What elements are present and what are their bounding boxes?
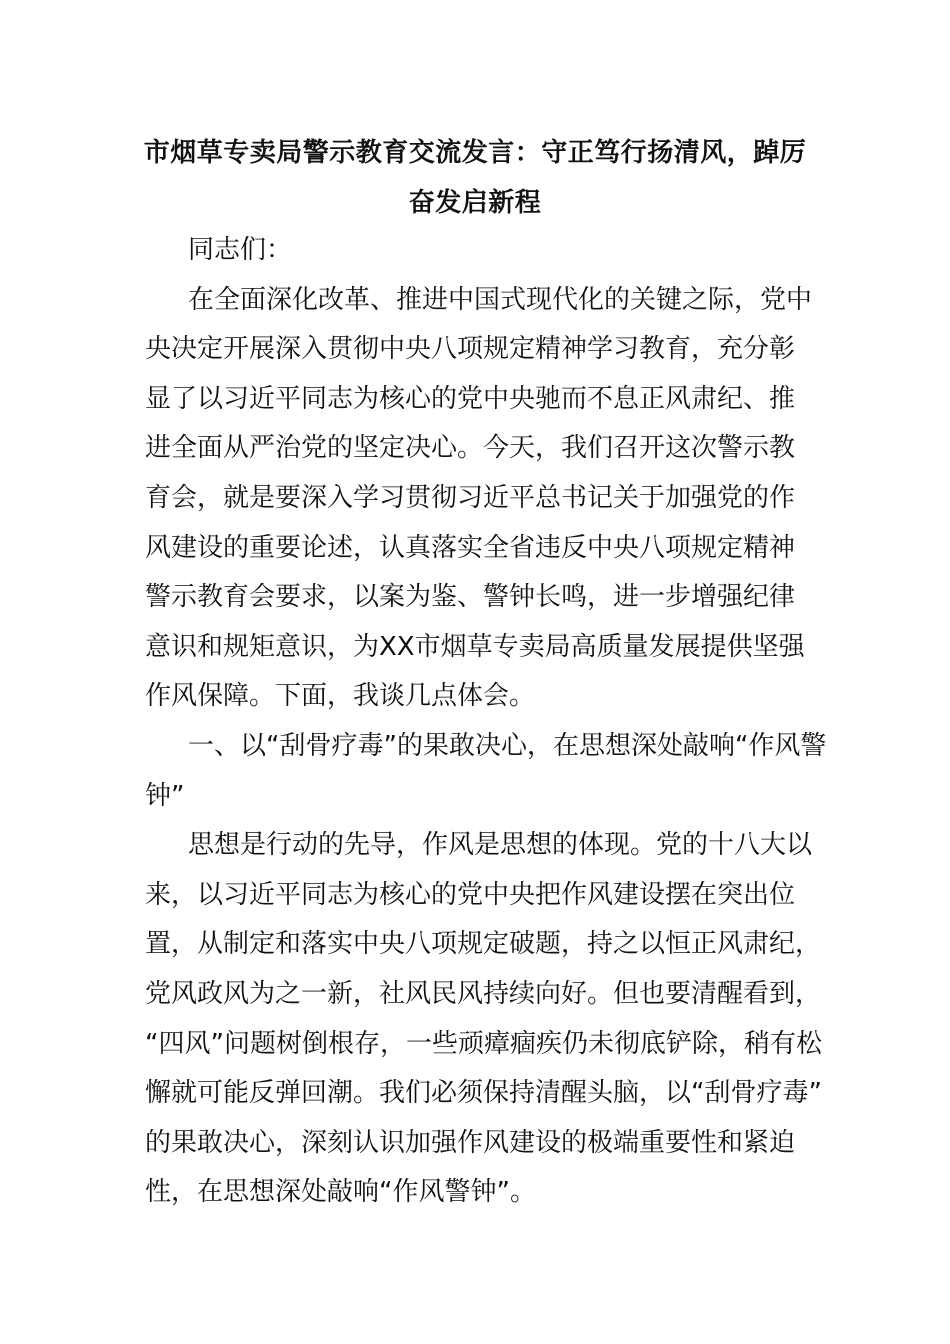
- paragraph-2-line: 来，以习近平同志为核心的党中央把作风建设摆在突出位: [145, 879, 796, 910]
- section-heading-line: 一、以“刮骨疗毒”的果敢决心，在思想深处敲响“作风警: [188, 730, 827, 761]
- paragraph-1-line: 作风保障。下面，我谈几点体会。: [145, 681, 536, 712]
- section-heading-line: 钟”: [145, 780, 185, 811]
- document-body: [145, 226, 827, 1218]
- document-title: [140, 128, 810, 228]
- title-line-1: 市烟草专卖局警示教育交流发言：守正笃行扬清风，踔厉: [143, 138, 807, 168]
- paragraph-1-line: 育会，就是要深入学习贯彻习近平总书记关于加强党的作: [145, 482, 796, 513]
- paragraph-1-line: 意识和规矩意识，为XX市烟草专卖局高质量发展提供坚强: [145, 631, 805, 662]
- paragraph-1-line: 警示教育会要求，以案为鉴、警钟长鸣，进一步增强纪律: [145, 582, 796, 613]
- title-line-2: 奋发启新程: [408, 188, 542, 218]
- paragraph-2-line: 置，从制定和落实中央八项规定破题，持之以恒正风肃纪，: [145, 929, 822, 960]
- paragraph-2-line: 性，在思想深处敲响“作风警钟”。: [145, 1177, 536, 1208]
- paragraph-1-line: 在全面深化改革、推进中国式现代化的关键之际，党中: [188, 284, 813, 315]
- salutation: 同志们：: [188, 235, 293, 265]
- paragraph-2-line: 的果敢决心，深刻认识加强作风建设的极端重要性和紧迫: [145, 1127, 796, 1158]
- paragraph-1-line: 央决定开展深入贯彻中央八项规定精神学习教育，充分彰: [145, 334, 796, 365]
- paragraph-2-line: “四风”问题树倒根存，一些顽瘴痼疾仍未彻底铲除，稍有松: [145, 1028, 822, 1059]
- paragraph-1-line: 进全面从严治党的坚定决心。今天，我们召开这次警示教: [145, 433, 796, 464]
- paragraph-2-line: 思想是行动的先导，作风是思想的体现。党的十八大以: [188, 830, 813, 861]
- paragraph-2-line: 党风政风为之一新，社风民风持续向好。但也要清醒看到，: [145, 978, 822, 1009]
- paragraph-2-line: 懈就可能反弹回潮。我们必须保持清醒头脑，以“刮骨疗毒”: [145, 1078, 822, 1109]
- paragraph-1-line: 显了以习近平同志为核心的党中央驰而不息正风肃纪、推: [145, 383, 796, 414]
- paragraph-1-line: 风建设的重要论述，认真落实全省违反中央八项规定精神: [145, 532, 796, 563]
